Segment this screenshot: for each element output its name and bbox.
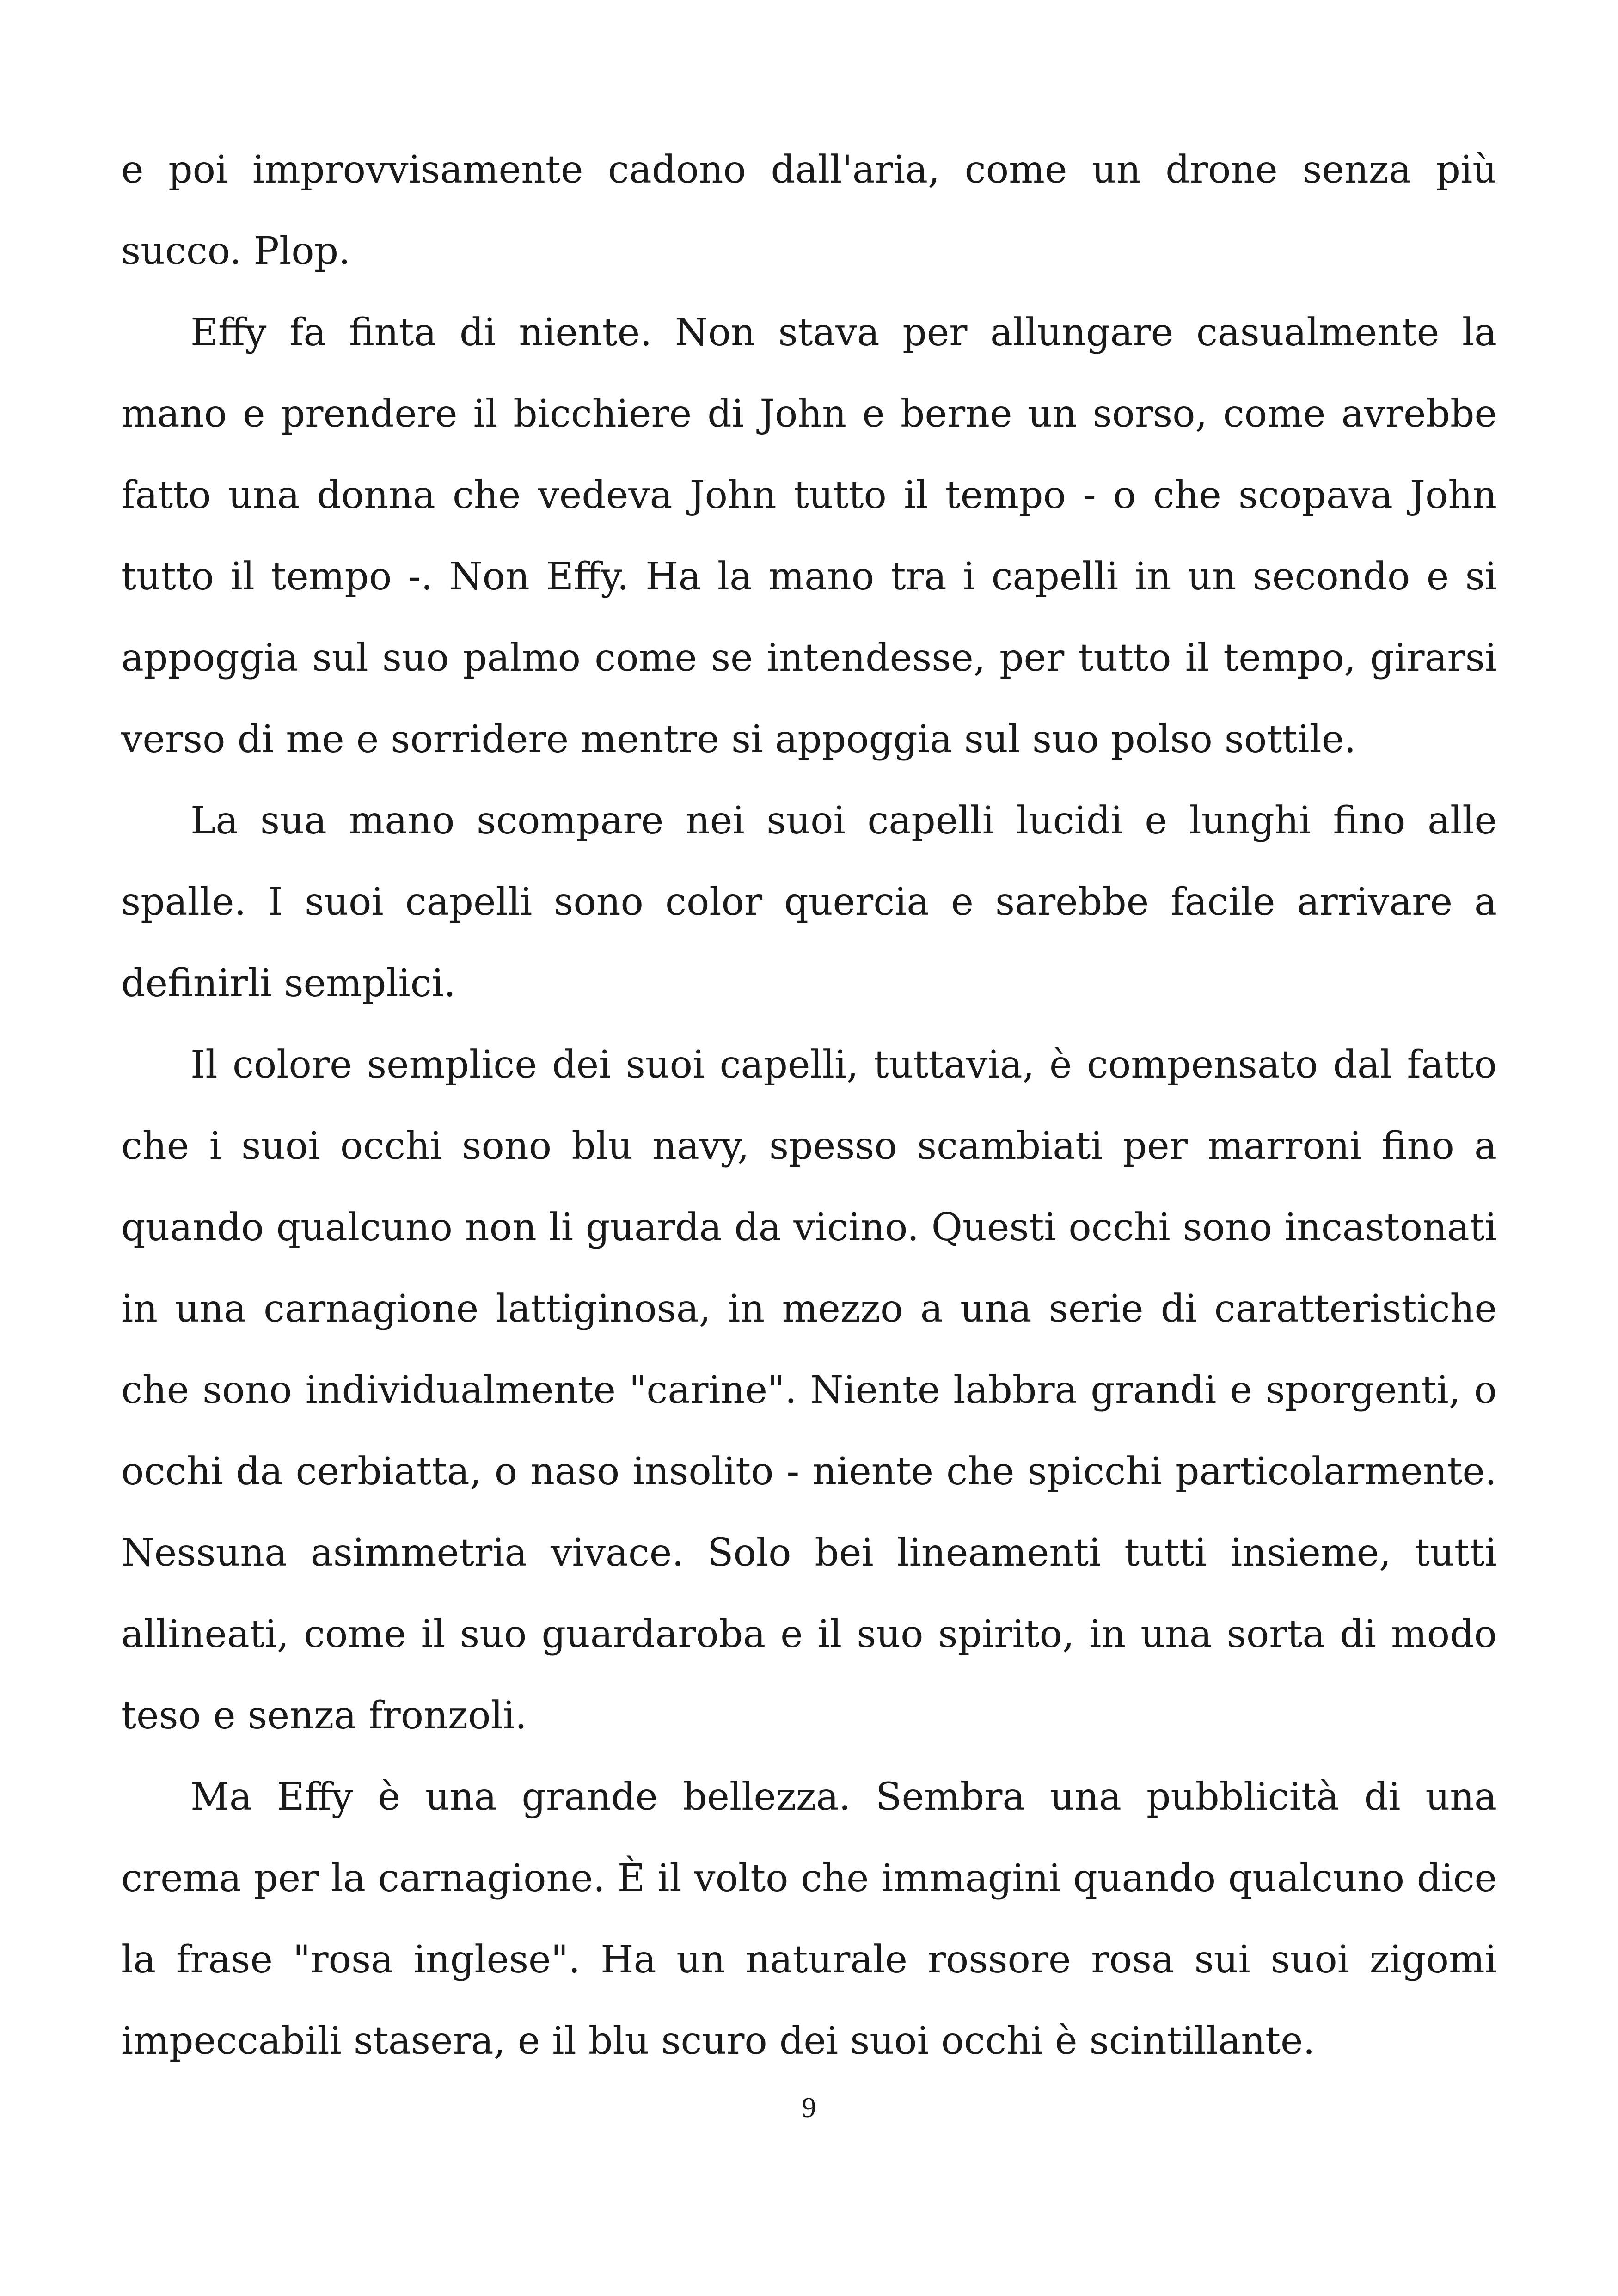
page-number: 9 (802, 2092, 816, 2124)
paragraph-continuation: e poi improvvisamente cadono dall'aria, come un drone senza più succo. Plop. (121, 148, 1497, 273)
body-text (121, 129, 1497, 2082)
paragraph: La sua mano scompare nei suoi capelli lucidi e lunghi fino alle spalle. I suoi capelli sono color quercia e sarebbe facile arrivare a definirli semplici. (121, 799, 1497, 1005)
paragraph: Effy fa finta di niente. Non stava per allungare casualmente la mano e prendere il bicchiere di John e berne un sorso, come avrebbe fatto una donna che vedeva John tutto il tempo - o che scopava John tutto il tempo -. Non Effy. Ha la mano tra i capelli in un secondo e si appoggia sul suo palmo come se intendesse, per tutto il tempo, girarsi verso di me e sorridere mentre si appoggia sul suo polso sottile. (121, 311, 1497, 761)
paragraph: Ma Effy è una grande bellezza. Sembra una pubblicità di una crema per la carnagione. È il volto che immagini quando qualcuno dice la frase "rosa inglese". Ha un naturale rossore rosa sui suoi zigomi impeccabili stasera, e il blu scuro dei suoi occhi è scintillante. (121, 1775, 1497, 2063)
paragraph: Il colore semplice dei suoi capelli, tuttavia, è compensato dal fatto che i suoi occhi sono blu navy, spesso scambiati per marroni fino a quando qualcuno non li guarda da vicino. Questi occhi sono incastonati in una carnagione lattiginosa, in mezzo a una serie di caratteristiche che sono individualmente "carine". Niente labbra grandi e sporgenti, o occhi da cerbiatta, o naso insolito - niente che spicchi particolarmente. Nessuna asimmetria vivace. Solo bei lineamenti tutti insieme, tutti allineati, come il suo guardaroba e il suo spirito, in una sorta di modo teso e senza fronzoli. (121, 1043, 1497, 1738)
